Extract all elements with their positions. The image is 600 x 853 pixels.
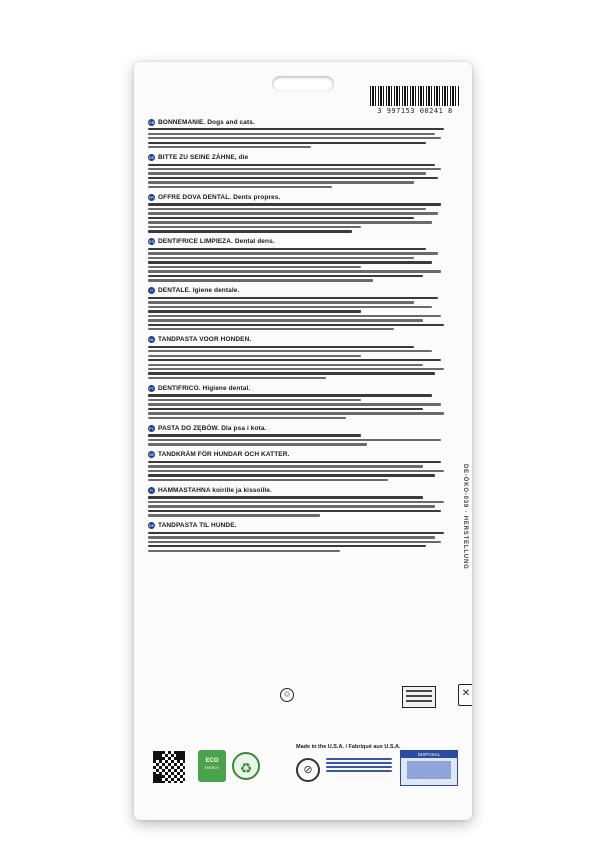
text-line — [148, 496, 423, 498]
text-line — [148, 408, 423, 410]
text-line — [148, 328, 394, 330]
packaging-card — [134, 62, 472, 820]
section-title: BITTE ZU SEINE ZÄHNE, die — [158, 153, 249, 161]
text-line — [148, 186, 332, 188]
eco-sub: ENERGY — [204, 766, 220, 770]
language-badge: GB — [148, 119, 155, 125]
section-header — [148, 522, 444, 530]
section-title: BONNEMANIE. Dogs and cats. — [158, 118, 255, 126]
text-line — [148, 142, 426, 144]
text-line — [148, 261, 432, 263]
text-line — [148, 257, 414, 259]
text-line — [148, 137, 441, 139]
section-title: TANDKRÄM FÖR HUNDAR OCH KATTER. — [158, 451, 290, 459]
section-header — [148, 384, 444, 392]
text-line — [148, 319, 423, 321]
text-line — [148, 248, 426, 250]
language-badge: NL — [148, 336, 155, 342]
text-line — [148, 324, 444, 326]
text-line — [148, 301, 414, 303]
text-line — [148, 315, 441, 317]
text-line — [148, 434, 361, 436]
disposal-label — [400, 750, 458, 786]
text-line — [148, 359, 441, 361]
section-header — [148, 451, 444, 459]
text-line — [148, 412, 444, 414]
text-line — [148, 394, 432, 396]
section-header — [148, 287, 444, 295]
text-line — [148, 514, 320, 516]
text-line — [148, 550, 340, 552]
language-badge: PT — [148, 385, 155, 391]
made-in-text: Made in the U.S.A. / Fabriqué aux U.S.A. — [296, 744, 401, 750]
no-access-icon: ⊘ — [296, 758, 320, 782]
language-badge: DK — [148, 523, 155, 529]
tidyman-icon: ♲ — [280, 688, 294, 702]
text-line — [148, 536, 435, 538]
section-header — [148, 424, 444, 432]
section-header — [148, 153, 444, 161]
language-badge: SE — [148, 452, 155, 458]
text-line — [148, 172, 426, 174]
section-header — [148, 238, 444, 246]
text-line — [148, 377, 326, 379]
text-line — [148, 417, 346, 419]
text-line — [148, 439, 441, 441]
text-section — [148, 486, 444, 516]
text-line — [148, 164, 435, 166]
text-line — [148, 474, 435, 476]
text-line — [148, 465, 423, 467]
text-section — [148, 193, 444, 232]
barcode-digits: 3 997153 00241 8 — [377, 107, 453, 115]
text-line — [148, 226, 361, 228]
section-header — [148, 335, 444, 343]
section-title: OFFRE DOVA DENTAL. Dents propres. — [158, 193, 281, 201]
text-line — [148, 510, 441, 512]
text-section — [148, 118, 444, 148]
language-badge: ES — [148, 239, 155, 245]
text-section — [148, 522, 444, 552]
section-header — [148, 118, 444, 126]
text-line — [148, 181, 414, 183]
text-line — [148, 403, 441, 405]
text-line — [148, 346, 414, 348]
text-line — [148, 368, 444, 370]
instructions-text — [148, 118, 444, 557]
recycle-icon: ♻ — [232, 752, 260, 780]
section-title: PASTA DO ZĘBÓW. Dla psa i kota. — [158, 424, 267, 432]
text-line — [148, 168, 441, 170]
text-line — [148, 297, 438, 299]
section-title: HAMMASTAHNA koirille ja kissoille. — [158, 486, 272, 494]
text-line — [148, 230, 352, 232]
language-badge: PL — [149, 425, 154, 431]
text-line — [148, 364, 423, 366]
text-line — [148, 505, 435, 507]
language-badge: FI — [149, 487, 154, 493]
barcode-bars — [370, 86, 460, 106]
eco-label: ECO — [205, 758, 219, 764]
text-line — [148, 221, 432, 223]
contact-block — [326, 756, 392, 774]
language-badge: DE — [148, 154, 155, 160]
disposal-title: DISPOSAL — [401, 751, 457, 758]
text-line — [148, 350, 432, 352]
text-line — [148, 372, 435, 374]
text-section — [148, 384, 444, 419]
text-line — [148, 208, 426, 210]
text-section — [148, 424, 444, 445]
text-section — [148, 335, 444, 379]
text-line — [148, 355, 361, 357]
text-line — [148, 399, 361, 401]
crossed-bin-icon: ✕ — [458, 684, 472, 706]
text-line — [148, 470, 444, 472]
section-header — [148, 193, 444, 201]
text-line — [148, 128, 444, 130]
disposal-graphic — [407, 761, 451, 779]
section-title: DENTIFRICE LIMPIEZA. Dental dens. — [158, 238, 275, 246]
language-badge: IT — [149, 288, 154, 294]
section-title: DENTALE. Igiene dentale. — [158, 287, 240, 295]
text-line — [148, 545, 426, 547]
barcode — [370, 86, 460, 115]
text-line — [148, 270, 441, 272]
text-line — [148, 146, 311, 148]
section-title: DENTIFRICO. Higiene dental. — [158, 384, 251, 392]
text-line — [148, 532, 444, 534]
battery-info-box — [402, 686, 436, 708]
bottom-logos — [148, 742, 464, 802]
text-section — [148, 451, 444, 481]
text-line — [148, 479, 388, 481]
text-line — [148, 443, 367, 445]
text-line — [148, 212, 438, 214]
hang-hole — [272, 76, 334, 92]
side-code: DE-ÖKO-039 · HERSTELLUNG — [462, 464, 468, 570]
qr-code-icon — [152, 750, 186, 784]
text-line — [148, 217, 414, 219]
language-badge: FR — [148, 194, 155, 200]
section-title: TANDPASTA TIL HUNDE. — [158, 522, 237, 530]
text-line — [148, 461, 441, 463]
section-header — [148, 486, 444, 494]
text-line — [148, 252, 438, 254]
text-line — [148, 133, 435, 135]
text-section — [148, 153, 444, 188]
text-line — [148, 541, 441, 543]
eco-badge — [198, 750, 226, 782]
text-line — [148, 266, 361, 268]
text-line — [148, 279, 373, 281]
text-line — [148, 306, 432, 308]
section-title: TANDPASTA VOOR HONDEN. — [158, 335, 252, 343]
text-line — [148, 501, 444, 503]
text-line — [148, 203, 441, 205]
text-section — [148, 238, 444, 282]
text-line — [148, 177, 438, 179]
text-line — [148, 275, 423, 277]
text-section — [148, 287, 444, 331]
text-line — [148, 310, 361, 312]
